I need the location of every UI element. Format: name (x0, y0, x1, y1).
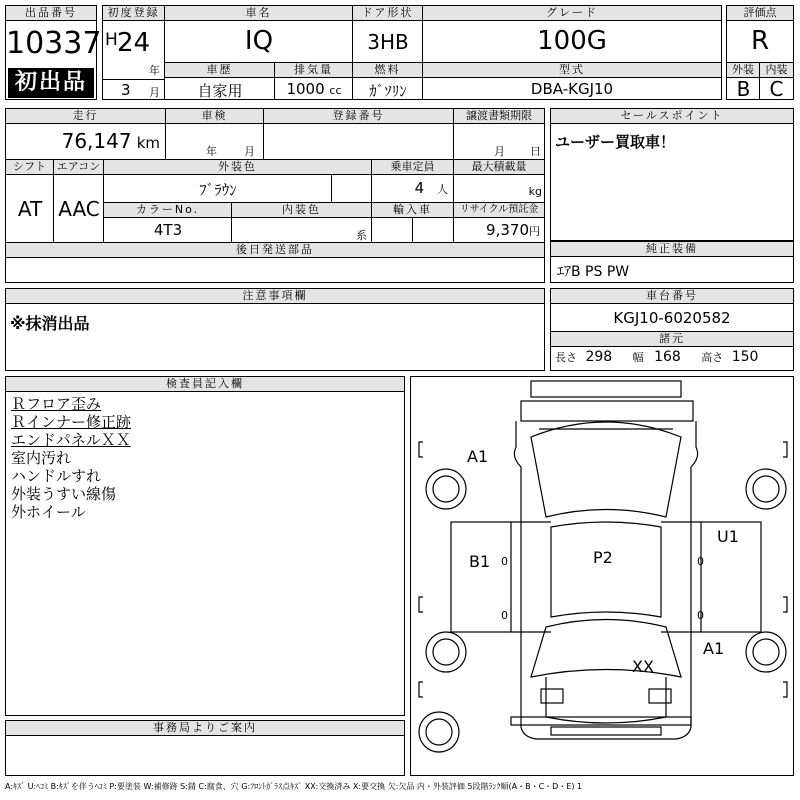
transfer-label: 譲渡書類期限 (454, 109, 544, 124)
color-number: 4T3 (153, 221, 183, 239)
equipment-text: ｴｱB PS PW (557, 264, 630, 280)
diagram-zero: 0 (697, 555, 704, 568)
length-label: 長さ (555, 351, 577, 364)
era: H (105, 30, 118, 50)
load-label: 最大積載量 (454, 160, 544, 175)
inspector-line: 室内汚れ (11, 449, 72, 467)
score-box (726, 5, 794, 100)
inspector-line: 外装うすい線傷 (11, 485, 117, 503)
recycle-label: リサイクル預託金 (454, 203, 544, 218)
insp-year-unit: 年 (206, 145, 217, 158)
displacement-unit: cc (329, 84, 342, 97)
score: R (750, 26, 770, 56)
dimensions (555, 349, 791, 365)
interior-color-unit: 系 (356, 229, 367, 242)
lot-number-box (5, 5, 102, 100)
ac-label: エアコン (54, 160, 104, 175)
chassis-label: 車台番号 (551, 289, 793, 304)
first-reg-label: 初度登録 (103, 6, 165, 21)
inspector-box (5, 376, 405, 716)
first-listing-text: 初出品 (14, 70, 87, 95)
sales-point-box (550, 108, 794, 241)
car-diagram-svg (411, 377, 793, 775)
notes-label: 注意事項欄 (6, 289, 544, 304)
inspector-line: 外ホイール (11, 503, 86, 521)
width: 168 (654, 349, 681, 365)
damage-diagram (410, 376, 794, 776)
office-box (5, 720, 405, 776)
displacement-label: 排気量 (275, 63, 353, 78)
capacity-label: 乗車定員 (372, 160, 454, 175)
mileage-unit: km (136, 134, 160, 152)
length: 298 (585, 349, 613, 365)
first-listing-badge (8, 68, 94, 98)
displacement-value: 1000 (286, 80, 325, 98)
interior-label: 内装 (760, 63, 793, 78)
inspector-line: エンドパネルＸＸ (11, 431, 131, 449)
score-label: 評価点 (727, 6, 793, 21)
history: 自家用 (197, 82, 243, 100)
month-unit: 月 (149, 86, 160, 99)
transfer-day-unit: 日 (530, 145, 541, 158)
first-reg-year: 24 (117, 28, 151, 58)
equipment-box (550, 241, 794, 283)
inspection-label: 車検 (166, 109, 264, 124)
year-unit: 年 (149, 64, 160, 77)
capacity (372, 179, 454, 197)
inspector-line: ハンドルすれ (11, 467, 102, 485)
inspector-label: 検査員記入欄 (6, 377, 404, 392)
fuel: ｶﾞｿﾘﾝ (369, 82, 407, 100)
door-label: ドア形状 (353, 6, 423, 21)
capacity-unit: 人 (437, 183, 448, 196)
exterior-label: 外装 (727, 63, 760, 78)
recycle-unit: 円 (529, 225, 540, 238)
transfer-month-unit: 月 (494, 145, 505, 158)
damage-mark-u1: U1 (717, 527, 739, 546)
fuel-label: 燃料 (353, 63, 423, 78)
damage-mark-a1-rear: A1 (703, 639, 725, 658)
capacity-value: 4 (414, 179, 425, 197)
grade-label: グレード (423, 6, 721, 21)
door-type: 3HB (367, 30, 409, 54)
damage-mark-a1-front: A1 (467, 447, 489, 466)
diagram-zero: 0 (697, 609, 704, 622)
lot-number-label: 出品番号 (6, 6, 96, 21)
spec-label: 諸元 (551, 332, 793, 347)
mileage (6, 129, 166, 153)
chassis-box (550, 288, 794, 371)
shift: AT (17, 197, 43, 221)
first-reg-month: 3 (121, 81, 131, 99)
notes-text: ※抹消出品 (10, 314, 90, 333)
width-label: 幅 (632, 351, 644, 364)
diagram-zero: 0 (501, 609, 508, 622)
displacement (275, 80, 353, 98)
damage-mark-b1: B1 (469, 552, 491, 571)
lot-number: 10337 (6, 26, 102, 61)
damage-mark-xx: XX (632, 657, 654, 676)
color-no-label: カラーNo. (104, 203, 232, 218)
inspector-line: Ｒインナー修正跡 (11, 413, 132, 431)
car-name: IQ (244, 26, 274, 56)
load-unit: kg (528, 185, 542, 198)
notes-box (5, 288, 545, 371)
car-name-label: 車名 (165, 6, 353, 21)
import-label: 輸入車 (372, 203, 454, 218)
exterior-color: ﾌﾞﾗｳﾝ (199, 181, 237, 199)
details-box (5, 108, 545, 283)
mileage-label: 走行 (6, 109, 166, 124)
diagram-zero: 0 (501, 555, 508, 568)
vehicle-summary-box (102, 5, 722, 100)
chassis-number: KGJ10-6020582 (613, 309, 731, 327)
exterior-grade: B (736, 77, 751, 101)
height: 150 (731, 349, 759, 365)
interior-color-label: 内装色 (232, 203, 372, 218)
height-label: 高さ (701, 351, 724, 364)
color-label: 外装色 (104, 160, 372, 175)
model-code: DBA-KGJ10 (530, 80, 614, 98)
insp-month-unit: 月 (244, 145, 255, 158)
sales-point-label: セールスポイント (551, 109, 793, 124)
recycle-value: 9,370 (486, 221, 529, 239)
equipment-label: 純正装備 (551, 242, 793, 257)
air-conditioner: AAC (58, 197, 100, 221)
model-label: 型式 (423, 63, 721, 78)
grade: 100G (537, 26, 607, 56)
legend-footer: A:ｷｽﾞ U:ﾍｺﾐ B:ｷｽﾞを伴うﾍｺﾐ P:要塗装 W:補修跡 S:錆 C:腐食、穴 G:ﾌﾛﾝﾄｶﾞﾗｽ点ｷｽﾞ XX:交換済み X:要交換 欠:欠品 内・外装評価 5段階ﾗﾝｸ順(A・B・C・D・E) 1 (5, 782, 583, 791)
history-label: 車歴 (165, 63, 275, 78)
recycle-fee (454, 221, 544, 239)
interior-grade: C (769, 77, 784, 101)
mileage-value: 76,147 (61, 129, 132, 153)
shift-label: シフト (6, 160, 54, 175)
office-label: 事務局よりご案内 (6, 721, 404, 736)
inspector-line: Ｒフロア歪み (11, 395, 102, 413)
plate-label: 登録番号 (264, 109, 454, 124)
inspector-notes (11, 395, 131, 521)
later-parts-label: 後日発送部品 (6, 243, 544, 258)
damage-mark-p2: P2 (593, 548, 613, 567)
sales-point-text: ユーザー買取車！ (555, 133, 676, 151)
